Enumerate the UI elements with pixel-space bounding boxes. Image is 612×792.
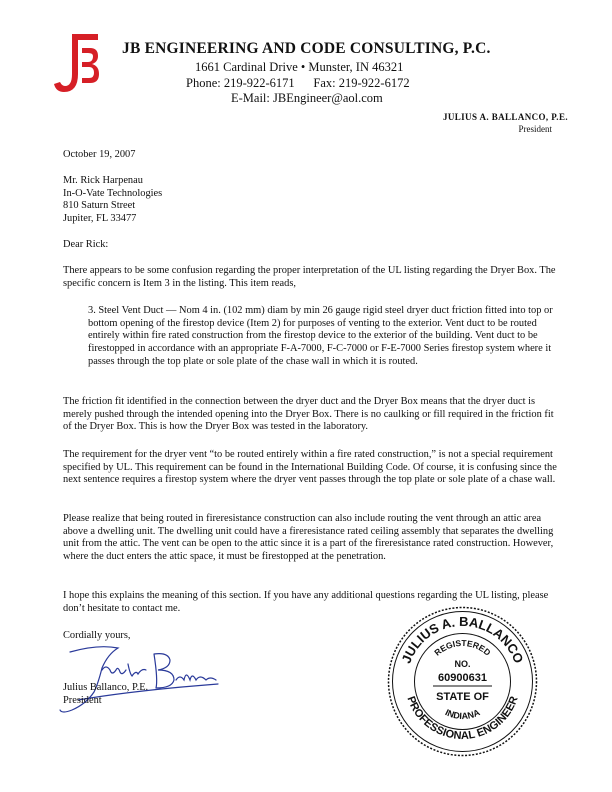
paragraph-friction-fit: The friction fit identified in the connection between the dryer duct and the Dryer Box means that the dryer duct is merely pushed through the intended opening into the Dryer Box. There is no caulking or fill required in the friction fit of the Dryer Box. This is how the Dryer Box was tested in the laboratory. [63,396,554,433]
president-name: JULIUS A. BALLANCO, P.E. [442,112,568,122]
recipient-line: Mr. Rick Harpenau [63,175,143,186]
professional-engineer-seal [385,604,540,759]
seal-registered: REGISTERED [432,637,493,658]
salutation: Dear Rick: [63,239,109,250]
company-name: JB ENGINEERING AND CODE CONSULTING, P.C. [122,40,491,57]
seal-profession: PROFESSIONAL ENGINEER [404,694,521,743]
letter-date: October 19, 2007 [63,149,136,160]
signer-title: President [63,695,102,706]
recipient-block [63,175,563,226]
paragraph-attic: Please realize that being routed in fireresistance construction can also include routing the vent through an attic area above a dwelling unit. The dwelling unit could have a fireresistance rated ceiling assembly that separates the dwelling unit from the attic. The vent can be open to the attic since it is a part of the fireresistance rated construction. However, where the duct enters the attic space, it must be firestopped at the penetration. [63,513,554,563]
paragraph-closing: I hope this explains the meaning of this section. If you have any additional questions regarding the UL listing, please don’t hesitate to contact me. [63,590,549,614]
company-logo [52,34,100,96]
paragraph-requirement: The requirement for the dryer vent “to be routed entirely within a fire rated construction,” is not a special requirement specified by UL. This requirement can be found in the International Building Code. Of course, it is confusing since the next sentence requires a firestop system where the dryer vent passes through the top plate or sole plate of a chase wall. [63,449,557,486]
ul-listing-quote: 3. Steel Vent Duct — Nom 4 in. (102 mm) diam by min 26 gauge rigid steel dryer duct friction fitted into top or bottom opening of the firestop device (Item 2) for purposes of venting to the exterior. Vent duct to be routed entirely within fire rated construction from the firestop device to the exterior of the building. Vent duct to be firestopped in accordance with an appropriate F-A-7000, F-C-7000 or F-E-7000 Series firestop system where it passes through the top plate or sole plate of the chase wall in which it is routed. [88,305,553,367]
president-title: President [518,124,552,134]
svg-text:INDIANA [444,707,482,721]
company-email: E-Mail: JBEngineer@aol.com [231,91,383,105]
seal-state: INDIANA [443,707,482,722]
handwritten-signature [58,640,238,720]
seal-number: 60900631 [438,672,487,684]
seal-no-label: NO. [454,659,471,669]
signer-name: Julius Ballanco, P.E. [63,682,149,693]
company-address: 1661 Cardinal Drive • Munster, IN 46321 [195,60,404,74]
recipient-line: In-O-Vate Technologies [63,187,163,199]
recipient-line: 810 Saturn Street [63,200,136,212]
recipient-line: Jupiter, FL 33477 [63,213,137,225]
seal-state-of: STATE OF [436,691,489,703]
paragraph-intro: There appears to be some confusion regarding the proper interpretation of the UL listing regarding the Dryer Box. The specific concern is Item 3 in the listing. This item reads, [63,265,556,289]
closing: Cordially yours, [63,630,131,641]
svg-text:REGISTERED [432,638,492,658]
company-phone-fax: Phone: 219-922-6171 Fax: 219-922-6172 [186,76,410,90]
seal-name: JULIUS A. BALLANCO [398,613,527,666]
